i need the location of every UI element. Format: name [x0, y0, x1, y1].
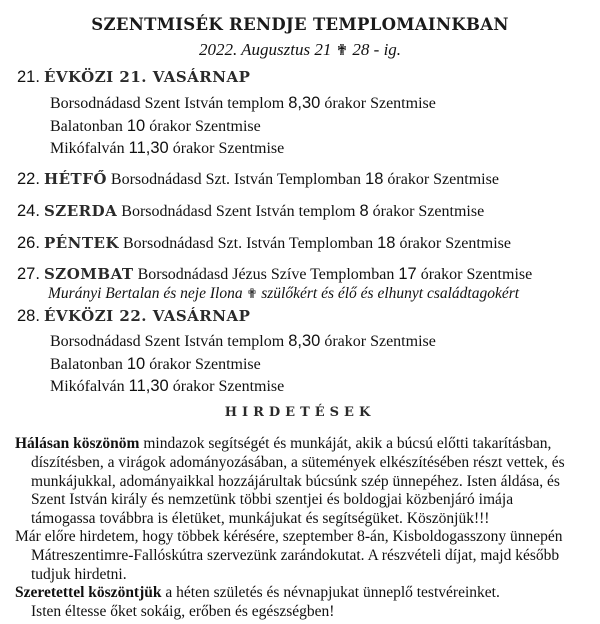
mass-place: Mikófalván [50, 378, 125, 395]
schedule-day-26 [17, 234, 511, 253]
day-date: 22. [17, 170, 40, 188]
mass-time: 17 [398, 265, 417, 283]
mass-time: 10 [126, 117, 146, 135]
latin-cross-icon: ✟ [246, 287, 258, 302]
day-name: HÉTFŐ [43, 170, 107, 188]
mass-time: 11,30 [128, 139, 169, 157]
mass-place: Borsodnádasd Szent István templom [50, 333, 285, 350]
day-name: PÉNTEK [43, 234, 119, 252]
date-range-end: 28 - ig. [348, 40, 402, 59]
announcement-line: támogassa továbbra is életüket, munkájukat és segítségüket. Köszönjük!!! [31, 510, 490, 528]
mass-time: 8 [359, 202, 369, 220]
schedule-day-21 [17, 68, 250, 87]
mass-entry [50, 355, 261, 374]
mass-suffix: órakor Szentmise [149, 356, 261, 373]
mass-suffix: órakor Szentmise [387, 171, 499, 188]
announcement-line: díszítésben, a virágok adományozásában, a sütemények elkészítésében részt vettek, és [31, 453, 565, 471]
date-range-subtitle [0, 40, 600, 60]
day-name: ÉVKÖZI 22. VASÁRNAP [43, 307, 251, 325]
mass-place: Borsodnádasd Szent István templom [121, 203, 356, 220]
announcement-line: Szent István király és nemzetünk többi szentjei és boldogjai közbenjáró imája [31, 491, 514, 509]
announcement-pilgrimage [15, 528, 563, 584]
latin-cross-icon: ✟ [335, 41, 349, 59]
announcements-heading: HIRDETÉSEK [224, 405, 376, 420]
mass-suffix: órakor Szentmise [399, 235, 511, 252]
announcement-greetings [15, 584, 500, 622]
mass-place: Borsodnádasd Jézus Szíve Templomban [137, 266, 395, 283]
mass-entry [50, 332, 436, 351]
date-range-start: 2022. Augusztus 21 [198, 40, 332, 59]
mass-time: 10 [126, 355, 146, 373]
mass-suffix: órakor Szentmise [149, 118, 261, 135]
mass-suffix: órakor Szentmise [372, 203, 485, 220]
mass-intention [48, 285, 519, 303]
announcement-thanks [15, 435, 565, 529]
announcement-first-line [15, 584, 500, 603]
mass-time: 11,30 [128, 377, 169, 395]
document-title: SZENTMISÉK RENDJE TEMPLOMAINKBAN [91, 15, 509, 34]
mass-suffix: órakor Szentmise [420, 266, 533, 283]
mass-entry [50, 94, 436, 113]
intention-end: szülőkért és élő és elhunyt családtagokért [257, 285, 520, 302]
mass-place: Mikófalván [50, 140, 125, 157]
announcement-first-line [15, 435, 565, 454]
announcement-text: a héten születés és névnapjukat ünneplő testvéreinket. [161, 584, 500, 601]
day-date: 21. [17, 68, 40, 86]
mass-place: Borsodnádasd Szent István templom [50, 95, 285, 112]
day-name: ÉVKÖZI 21. VASÁRNAP [43, 68, 251, 86]
announcement-bold: Szeretettel köszöntjük [15, 584, 162, 601]
mass-place: Balatonban [50, 356, 123, 373]
mass-suffix: órakor Szentmise [324, 333, 436, 350]
mass-entry [50, 139, 284, 158]
schedule-day-28 [17, 307, 250, 326]
day-date: 26. [17, 234, 40, 252]
mass-suffix: órakor Szentmise [172, 140, 285, 157]
mass-entry [50, 117, 261, 136]
announcement-line: Isten éltesse őket sokáig, erőben és egészségben! [31, 602, 335, 620]
announcement-line: munkájukkal, adományaikkal hozzájárultak búcsúnk szép ünnepéhez. Isten áldása, és [31, 472, 560, 490]
mass-suffix: órakor Szentmise [324, 95, 436, 112]
announcement-text: mindazok segítségét és munkáját, akik a búcsú előtti takarításban, [139, 435, 552, 452]
intention-start: Murányi Bertalan és neje Ilona [48, 285, 243, 302]
mass-entry [50, 377, 284, 396]
schedule-day-24 [17, 202, 484, 221]
mass-place: Borsodnádasd Szt. István Templomban [123, 235, 374, 252]
day-date: 28. [17, 307, 40, 325]
mass-time: 18 [365, 170, 384, 188]
day-date: 27. [17, 265, 40, 283]
announcement-line: Mátreszentimre-Fallóskútra szervezünk zarándokutat. A részvételi díjat, majd később [31, 546, 560, 564]
announcement-line: tudjuk hirdetni. [31, 565, 127, 583]
mass-time: 18 [377, 234, 396, 252]
schedule-day-27 [17, 265, 532, 284]
mass-time: 8,30 [288, 94, 321, 112]
schedule-day-22 [17, 170, 499, 189]
mass-place: Borsodnádasd Szt. István Templomban [110, 171, 362, 188]
day-date: 24. [17, 202, 40, 220]
day-name: SZERDA [43, 202, 118, 220]
announcement-text: Már előre hirdetem, hogy többek kérésére, szeptember 8-án, Kisboldogasszony ünnepén [15, 528, 563, 545]
mass-place: Balatonban [50, 118, 123, 135]
mass-time: 8,30 [288, 332, 321, 350]
day-name: SZOMBAT [43, 265, 134, 283]
announcement-bold: Hálásan köszönöm [15, 435, 140, 452]
mass-suffix: órakor Szentmise [172, 378, 285, 395]
